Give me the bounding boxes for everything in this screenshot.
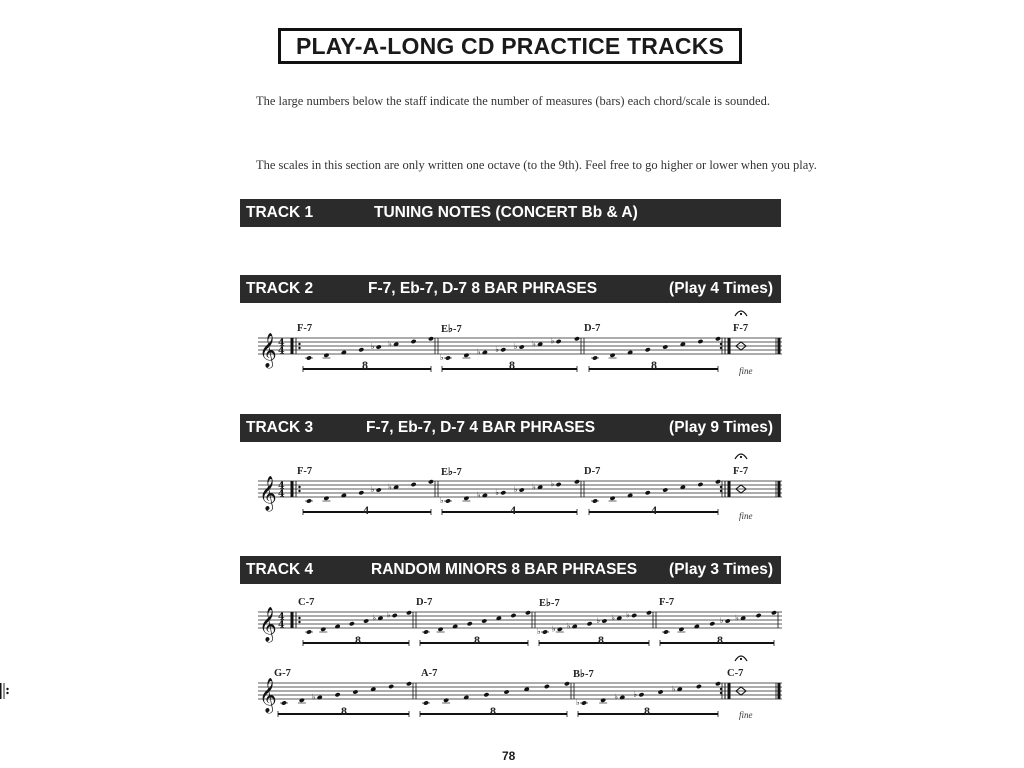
- flat-accidental: ♭: [386, 610, 391, 620]
- time-signature: 4: [278, 337, 285, 349]
- chord-symbol: C-7: [727, 668, 744, 679]
- treble-clef-icon: 𝄞: [259, 607, 277, 642]
- flat-accidental: ♭: [440, 496, 444, 505]
- flat-accidental: ♭: [372, 613, 377, 623]
- fine-marking: fine: [739, 366, 753, 376]
- note-head: [334, 692, 340, 697]
- flat-accidental: ♭: [532, 482, 536, 492]
- bar-count: 8: [362, 358, 368, 372]
- flat-accidental: ♭: [513, 342, 518, 351]
- chord-symbol: E♭-7: [539, 598, 560, 609]
- track-repeat: (Play 4 Times): [669, 280, 773, 297]
- note-head: [500, 490, 506, 495]
- intro-line-1: The large numbers below the staff indicate the number of measures (bars) each chord/scale is sounded.: [256, 94, 770, 108]
- track-label: TRACK 4: [246, 561, 314, 578]
- flat-accidental: ♭: [735, 613, 739, 623]
- flat-accidental: ♭: [513, 485, 518, 494]
- note-head: [376, 344, 382, 349]
- note-head: [631, 613, 637, 618]
- note-head: [662, 344, 668, 349]
- flat-accidental: ♭: [370, 342, 375, 351]
- track-title: F-7, Eb-7, D-7 4 BAR PHRASES: [366, 419, 596, 436]
- note-head: [358, 490, 364, 495]
- note-head: [500, 347, 506, 352]
- flat-accidental: ♭: [576, 698, 580, 707]
- note-head: [323, 353, 329, 358]
- flat-accidental: ♭: [596, 616, 601, 625]
- note-head: [299, 698, 305, 703]
- flat-accidental: ♭: [476, 490, 481, 500]
- note-head: [363, 618, 369, 623]
- treble-clef-icon: 𝄞: [259, 678, 277, 713]
- fermata-dot: [740, 658, 742, 660]
- note-head: [443, 698, 449, 703]
- note-head: [428, 479, 434, 484]
- flat-accidental: ♭: [550, 336, 555, 346]
- note-head: [503, 689, 509, 694]
- bar-count: 8: [717, 633, 723, 647]
- bar-count: 8: [355, 633, 361, 647]
- repeat-dot: [6, 688, 8, 690]
- repeat-dot: [298, 617, 300, 619]
- note-head: [697, 339, 703, 344]
- note-head: [609, 496, 615, 501]
- bar-count: 8: [509, 358, 515, 372]
- bar-count: 8: [644, 704, 650, 718]
- note-head: [662, 487, 668, 492]
- bar-count: 8: [490, 704, 496, 718]
- chord-symbol: D-7: [584, 466, 601, 477]
- track-repeat: (Play 9 Times): [669, 419, 773, 436]
- flat-accidental: ♭: [388, 482, 392, 492]
- note-head: [755, 613, 761, 618]
- bar-count: 4: [510, 503, 516, 517]
- note-head: [463, 353, 469, 358]
- flat-accidental: ♭: [370, 485, 375, 494]
- chord-symbol: D-7: [584, 323, 601, 334]
- flat-accidental: ♭: [537, 627, 541, 636]
- note-head: [392, 613, 398, 618]
- note-head: [725, 618, 731, 623]
- note-head: [410, 482, 416, 487]
- repeat-dot: [298, 343, 300, 345]
- note-head: [463, 496, 469, 501]
- flat-accidental: ♭: [440, 353, 444, 362]
- repeat-dot: [720, 486, 722, 488]
- track-title: RANDOM MINORS 8 BAR PHRASES: [371, 561, 638, 578]
- note-head: [483, 692, 489, 697]
- chord-symbol: E♭-7: [441, 467, 462, 478]
- flat-accidental: ♭: [671, 684, 676, 694]
- time-signature: 4: [278, 611, 285, 623]
- repeat-dot: [720, 692, 722, 694]
- chord-symbol: F-7: [297, 323, 313, 334]
- note-head: [352, 689, 358, 694]
- note-head: [519, 344, 525, 349]
- track-label: TRACK 2: [246, 280, 314, 297]
- chord-symbol: F-7: [733, 466, 749, 477]
- repeat-dot: [298, 486, 300, 488]
- note-head: [715, 336, 721, 341]
- bar-count: 8: [341, 704, 347, 718]
- fine-marking: fine: [739, 710, 753, 720]
- note-head: [771, 610, 777, 615]
- bar-count: 4: [363, 503, 369, 517]
- note-head: [678, 627, 684, 632]
- note-head: [657, 689, 663, 694]
- note-head: [388, 684, 394, 689]
- flat-accidental: ♭: [626, 610, 630, 620]
- note-head: [600, 698, 606, 703]
- note-head: [645, 490, 651, 495]
- treble-clef-icon: 𝄞: [259, 476, 277, 511]
- treble-clef-icon: 𝄞: [259, 333, 277, 368]
- repeat-dot: [720, 343, 722, 345]
- time-signature: 4: [278, 488, 285, 500]
- bar-count: 8: [598, 633, 604, 647]
- note-head: [555, 482, 561, 487]
- note-head: [709, 621, 715, 626]
- note-head: [519, 487, 525, 492]
- bar-count: 8: [651, 358, 657, 372]
- flat-accidental: ♭: [495, 487, 500, 497]
- repeat-dot: [720, 490, 722, 492]
- note-head: [586, 621, 592, 626]
- note-head: [467, 621, 473, 626]
- time-signature: 4: [278, 480, 285, 492]
- note-head: [601, 618, 607, 623]
- chord-symbol: C-7: [298, 597, 315, 608]
- repeat-dot: [720, 688, 722, 690]
- flat-accidental: ♭: [532, 339, 536, 349]
- note-head: [544, 684, 550, 689]
- note-head: [574, 336, 580, 341]
- flat-accidental: ♭: [388, 339, 392, 349]
- note-head: [646, 610, 652, 615]
- bar-count: 4: [651, 503, 657, 517]
- time-signature: 4: [278, 619, 285, 631]
- flat-accidental: ♭: [633, 689, 638, 699]
- chord-symbol: A-7: [421, 668, 438, 679]
- repeat-dot: [298, 490, 300, 492]
- flat-accidental: ♭: [719, 616, 724, 625]
- note-head: [358, 347, 364, 352]
- bar-count: 8: [474, 633, 480, 647]
- flat-accidental: ♭: [550, 479, 555, 489]
- note-head: [428, 336, 434, 341]
- fermata-dot: [740, 313, 742, 315]
- track-label: TRACK 1: [246, 204, 314, 221]
- chord-symbol: D-7: [416, 597, 433, 608]
- note-head: [320, 627, 326, 632]
- repeat-dot: [6, 692, 8, 694]
- flat-accidental: ♭: [495, 344, 500, 354]
- page-number: 78: [502, 749, 516, 763]
- chord-symbol: E♭-7: [441, 324, 462, 335]
- flat-accidental: ♭: [566, 621, 571, 631]
- note-head: [555, 339, 561, 344]
- flat-accidental: ♭: [614, 692, 619, 702]
- note-head: [376, 487, 382, 492]
- note-head: [406, 681, 412, 686]
- flat-accidental: ♭: [476, 347, 481, 357]
- note-head: [406, 610, 412, 615]
- note-head: [510, 613, 516, 618]
- page-title: PLAY-A-LONG CD PRACTICE TRACKS: [278, 28, 742, 64]
- track-repeat: (Play 3 Times): [669, 561, 773, 578]
- note-head: [696, 684, 702, 689]
- note-head: [437, 627, 443, 632]
- chord-symbol: F-7: [659, 597, 675, 608]
- fermata-dot: [740, 456, 742, 458]
- note-head: [557, 627, 563, 632]
- note-head: [481, 618, 487, 623]
- note-head: [638, 692, 644, 697]
- note-head: [574, 479, 580, 484]
- flat-accidental: ♭: [311, 692, 316, 702]
- repeat-dot: [298, 347, 300, 349]
- chord-symbol: G-7: [274, 668, 291, 679]
- note-head: [323, 496, 329, 501]
- note-head: [715, 681, 721, 686]
- intro-line-2: The scales in this section are only written one octave (to the 9th). Feel free to go higher or lower when you play.: [256, 158, 817, 172]
- note-head: [525, 610, 531, 615]
- note-head: [609, 353, 615, 358]
- note-head: [645, 347, 651, 352]
- note-head: [697, 482, 703, 487]
- flat-accidental: ♭: [611, 613, 616, 623]
- chord-symbol: B♭-7: [573, 669, 594, 680]
- note-head: [410, 339, 416, 344]
- flat-accidental: ♭: [551, 624, 556, 634]
- note-head: [715, 479, 721, 484]
- track-title: TUNING NOTES (CONCERT Bb & A): [374, 204, 638, 221]
- chord-symbol: F-7: [733, 323, 749, 334]
- note-head: [349, 621, 355, 626]
- note-head: [564, 681, 570, 686]
- repeat-dot: [720, 347, 722, 349]
- track-title: F-7, Eb-7, D-7 8 BAR PHRASES: [368, 280, 598, 297]
- time-signature: 4: [278, 345, 285, 357]
- fine-marking: fine: [739, 511, 753, 521]
- chord-symbol: F-7: [297, 466, 313, 477]
- track-label: TRACK 3: [246, 419, 314, 436]
- repeat-dot: [298, 621, 300, 623]
